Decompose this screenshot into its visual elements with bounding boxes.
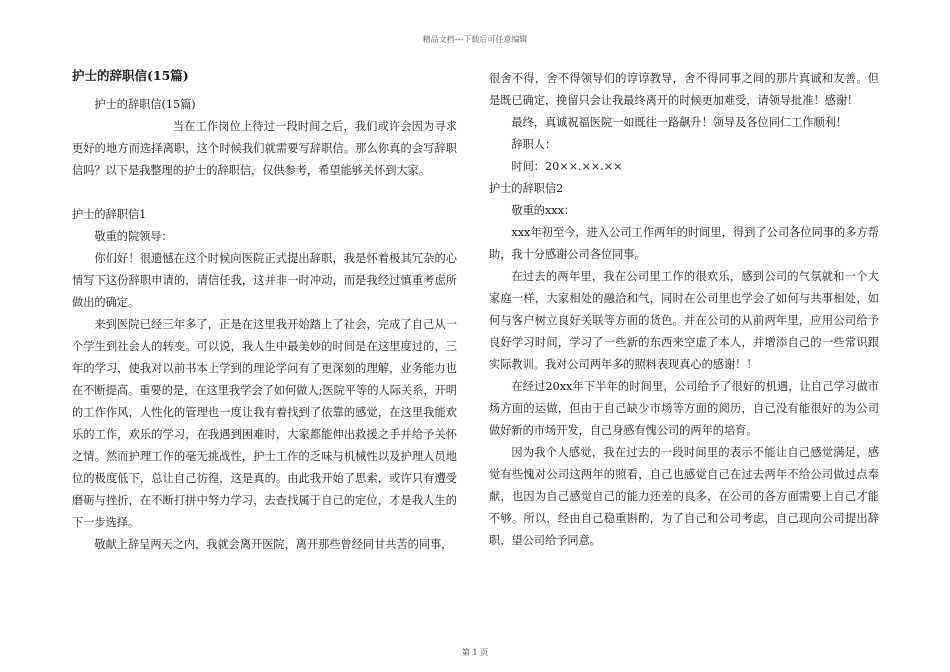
document-title: 护士的辞职信(15篇) <box>72 68 189 83</box>
letter-1-closing: 最终，真诚祝福医院一如既往一路飙升！领导及各位同仁工作顺利！ <box>511 116 848 129</box>
page-header-note: 精品文档---下载后可任意编辑 <box>422 35 528 44</box>
left-column <box>72 68 457 556</box>
letter-1-salutation: 敬重的院领导： <box>94 230 173 243</box>
letter-2-paragraph-3: 在经过20xx年下半年的时间里，公司给予了很好的机遇，让自己学习做市场方面的运做，但由于自己缺少市场等方面的阅历，自己没有能很好的为公司做好新的市场开发，自己身感有愧公司的两年的培育。 <box>489 380 879 437</box>
letter-1-signer: 辞职人： <box>511 138 557 151</box>
right-column <box>489 68 879 552</box>
letter-1-paragraph-1: 你们好！很遗憾在这个时候向医院正式提出辞职，我是怀着极其冗杂的心情写下这份辞职申请的，请信任我，这并非一时冲动，而是我经过慎重考虑所做出的确定。 <box>72 252 457 309</box>
letter-1-paragraph-3-continued: 很舍不得，舍不得领导们的谆谆教导，舍不得同事之间的那片真诚和友善。但是既已确定，挽留只会让我最终离开的时候更加难受，请领导批准！感谢！ <box>489 72 879 107</box>
letter-1-paragraph-3: 敬献上辞呈两天之内，我就会离开医院，离开那些曾经同甘共苦的同事， <box>94 538 453 551</box>
letter-2-paragraph-1: xxx年初至今，进入公司工作两年的时间里，得到了公司各位同事的多方帮助，我十分感谢公司各位同事。 <box>489 226 879 261</box>
intro-paragraph: 当在工作岗位上待过一段时间之后，我们或许会因为寻求更好的地方而选择离职，这个时候我们就需要写辞职信。那么你真的会写辞职信吗？以下是我整理的护士的辞职信，仅供参考，希望能够关怀到大家。 <box>72 120 457 177</box>
page-number: 第 1 页 <box>461 648 489 657</box>
letter-2-title: 护士的辞职信2 <box>489 182 564 195</box>
letter-2-paragraph-4: 因为我个人感觉，我在过去的一段时间里的表示不能让自己感觉满足，感觉有些愧对公司这两年的照看，自己也感觉自己在过去两年不给公司做过点奉献，也因为自己感觉自己的能力还差的良多，在公司的各方面需要上自己才能不够。所以，经由自己稳重斟酌，为了自己和公司考虑，自己现向公司提出辞职，望公司给予同意。 <box>489 446 879 547</box>
letter-1-title: 护士的辞职信1 <box>72 208 147 221</box>
letter-2-paragraph-2: 在过去的两年里，我在公司里工作的很欢乐，感到公司的气氛就和一个大家庭一样，大家相处的融洽和气，同时在公司里也学会了如何与共事相处，如何与客户树立良好关联等方面的货色。并在公司的从前两年里，应用公司给予良好学习时间，学习了一些新的东西来空虚了本人，并增添自己的一些常识跟实际教训。我对公司两年多的照料表现真心的感谢！！ <box>489 270 879 371</box>
letter-1-paragraph-2: 来到医院已经三年多了，正是在这里我开始踏上了社会，完成了自己从一个学生到社会人的转变。可以说，我人生中最美妙的时间是在这里度过的，三年的学习，使我对以前书本上学到的理论学问有了更深刻的理解，业务能力也在不断提高。重要的是，在这里我学会了如何做人;医院平等的人际关系，开明的工作作风，人性化的管理也一度让我有着找到了依靠的感觉，在这里我能欢乐的工作，欢乐的学习，在我遇到困难时，大家都能伸出救援之手并给予关怀之情。然而护理工作的毫无挑战性，护士工作的乏味与机械性以及护理人员地位的极度低下，总让自己彷徨，这是真的。由此我开始了思索，或许只有遭受磨砺与挫折，在不断打拼中努力学习，去查找属于自己的定位，才是我人生的下一步选择。 <box>72 318 457 529</box>
spacer <box>72 182 457 204</box>
letter-2-salutation: 敬重的xxx： <box>511 204 576 217</box>
subtitle: 护士的辞职信(15篇) <box>94 98 196 111</box>
letter-1-date: 时间：20××.××.×× <box>511 160 623 173</box>
